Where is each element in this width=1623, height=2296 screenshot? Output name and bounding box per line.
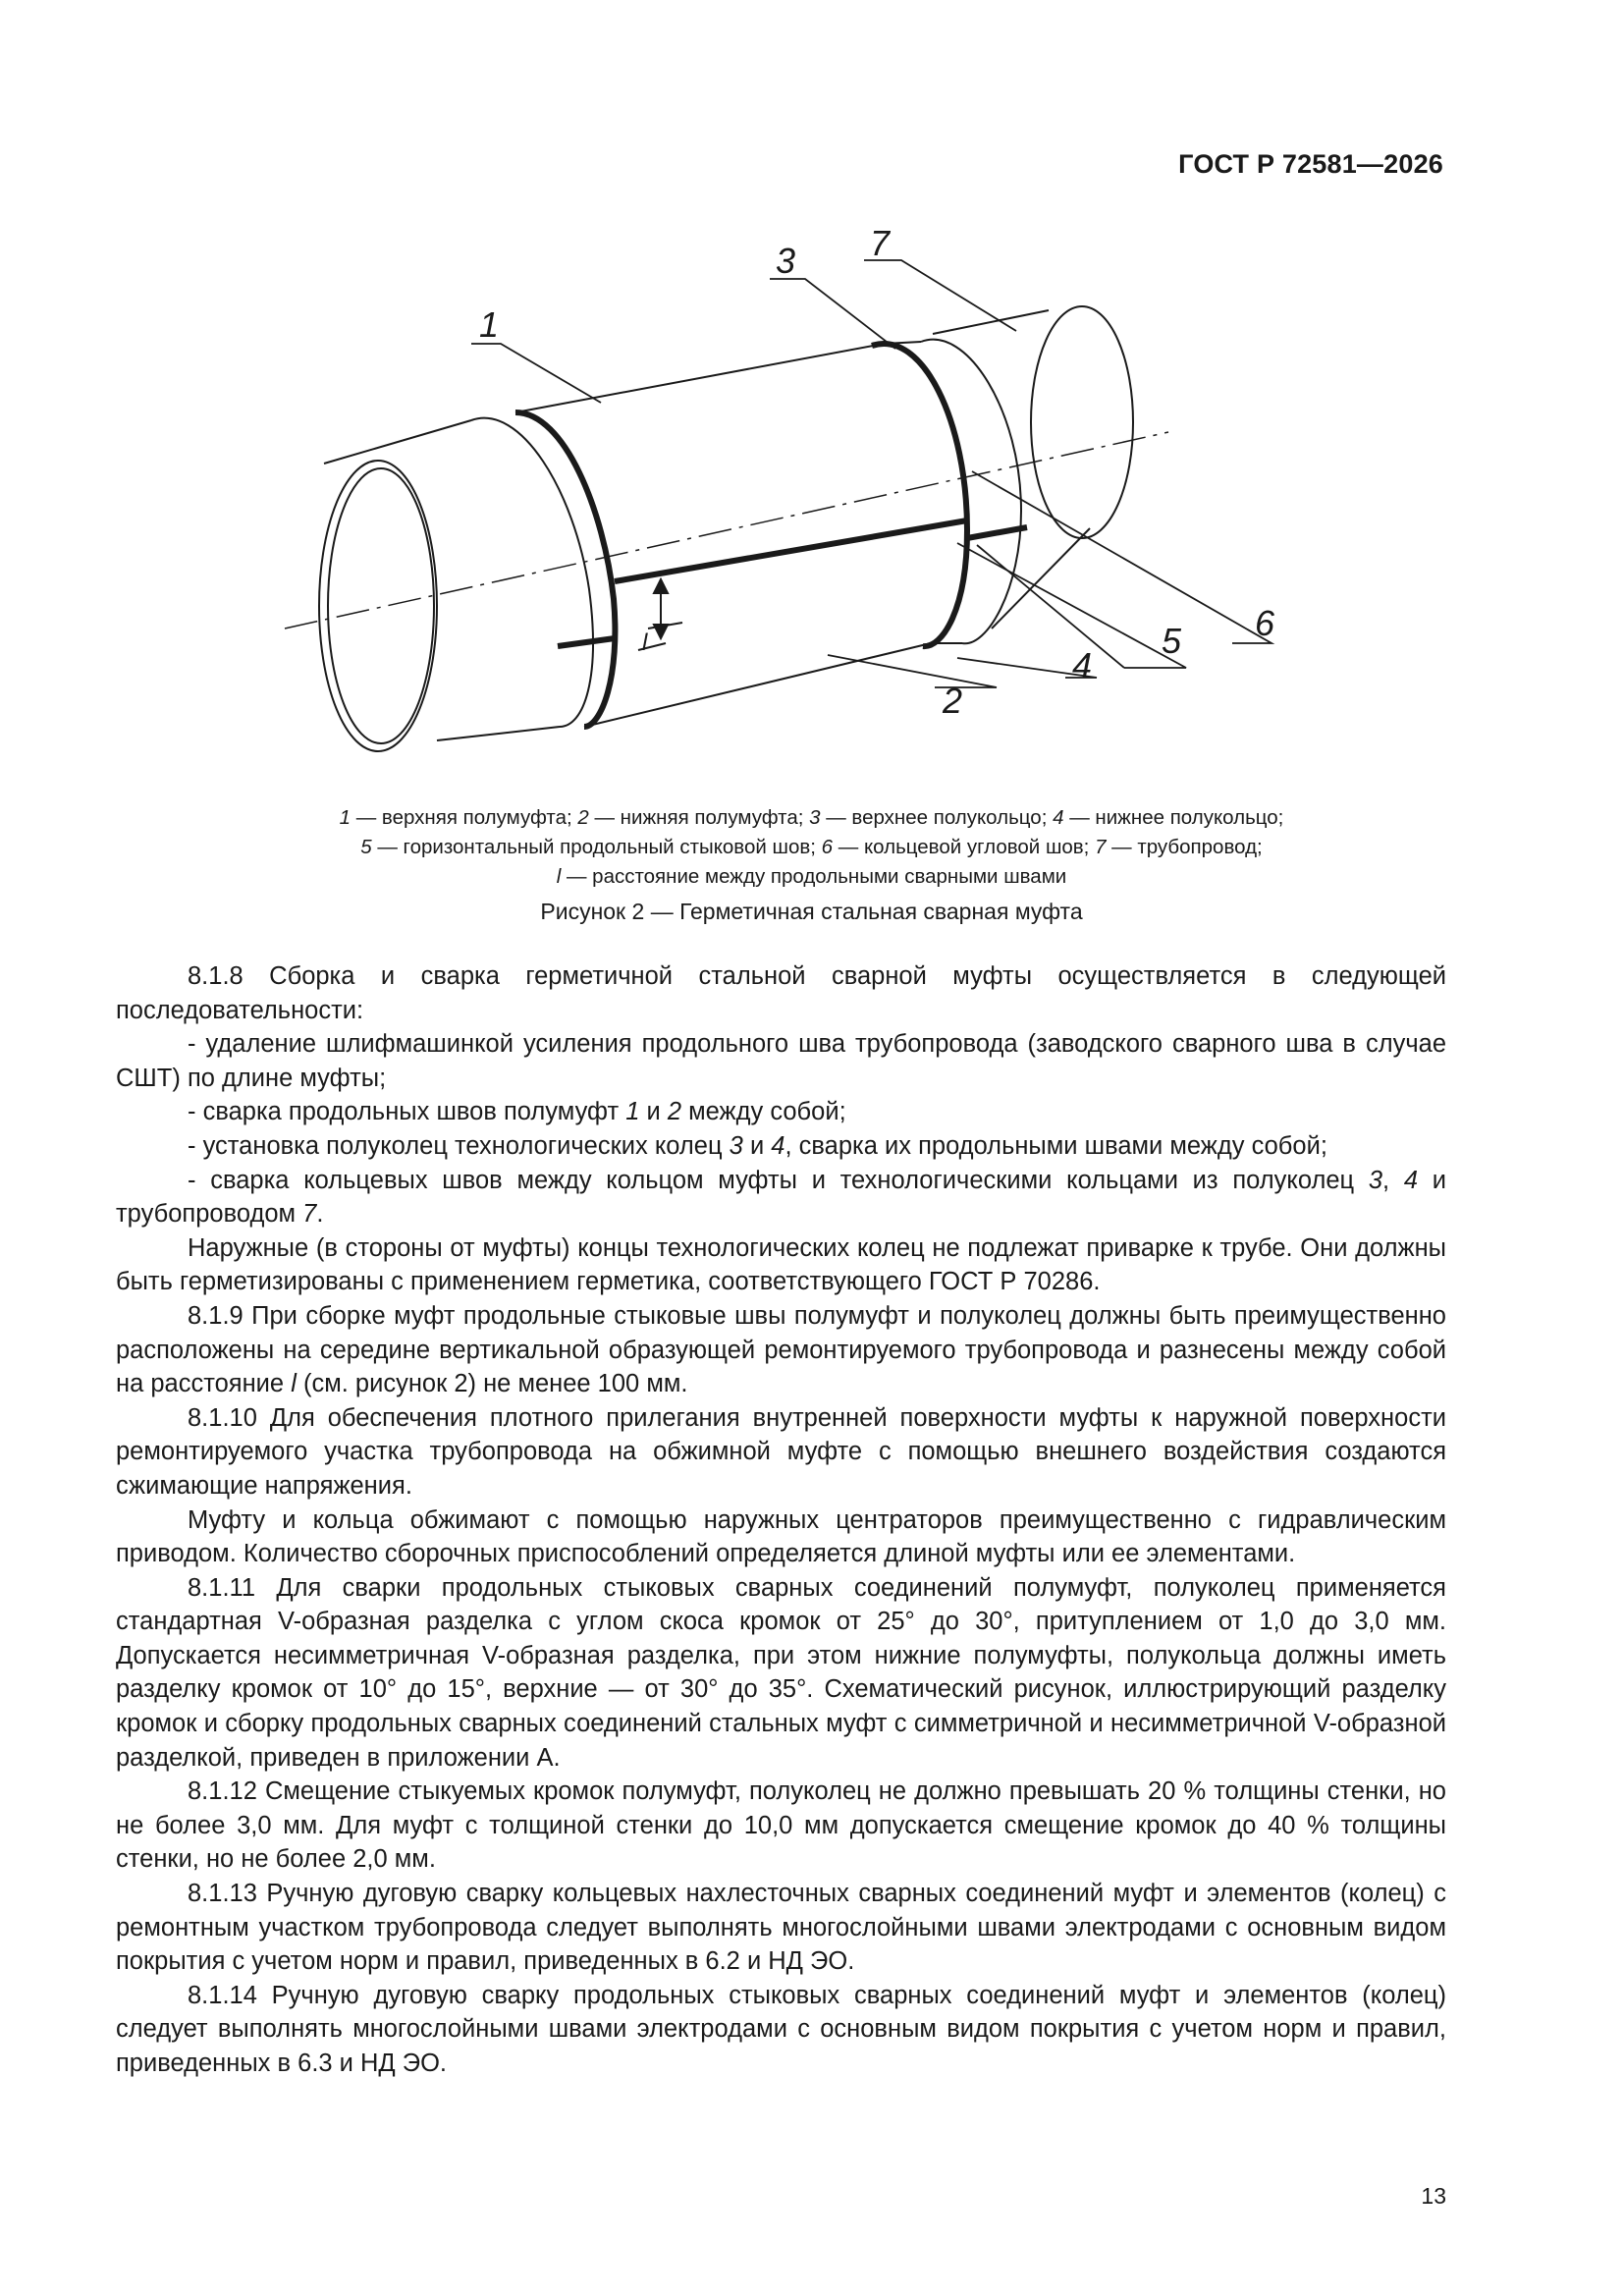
figure-legend bbox=[147, 803, 1476, 892]
legend-text: — нижнее полукольцо; bbox=[1063, 806, 1284, 829]
legend-text: — трубопровод; bbox=[1106, 836, 1263, 858]
text-run: (см. рисунок 2) не менее 100 мм. bbox=[296, 1370, 688, 1398]
legend-key: 3 bbox=[809, 806, 821, 829]
label-6: 6 bbox=[1255, 603, 1275, 643]
list-item bbox=[116, 1164, 1446, 1231]
legend-key: 1 bbox=[339, 806, 352, 829]
text-run: 8.1.9 При сборке муфт продольные стыковые швы полумуфт и полуколец должны быть преимущественно расположены на середине вертикальной образующей ремонтируемого трубопровода и разнесены между собой на расстояние bbox=[116, 1301, 1446, 1398]
text-run: Наружные (в стороны от муфты) концы технологических колец не подлежат приварке к трубе. Они должны быть герметизированы с применением герметика, соответствующего ГОСТ Р 70286. bbox=[116, 1233, 1446, 1296]
text-run: 8.1.11 Для сварки продольных стыковых сварных соединений полумуфт, полуколец применяется стандартная V-образная разделка с углом скоса кромок от 25° до 30°, притуплением от 1,0 до 3,0 мм. Допускается несимметричная V-образная разделка, при этом нижние полумуфты, полукольца должны иметь разделку кромок от 10° до 15°, верхние — от 30° до 35°. Схематический рисунок, иллюстрирующий разделку кромок и сборку продольных сварных соединений стальных муфт с симметричной и несимметричной V-образной разделкой, приведен в приложении А. bbox=[116, 1573, 1446, 1772]
body-text bbox=[116, 959, 1446, 2081]
legend-line-2 bbox=[147, 833, 1476, 862]
legend-text: — нижняя полумуфта; bbox=[588, 806, 810, 829]
text-run: и трубопроводом bbox=[116, 1166, 1446, 1229]
pipe-right-end-ellipse bbox=[1031, 306, 1133, 538]
text-run: 8.1.12 Смещение стыкуемых кромок полумуфт, полуколец не должно превышать 20 % толщины стенки, но не более 3,0 мм. Для муфт с толщиной стенки до 10,0 мм допускается смещение кромок до 40 % толщины стенки, но не более 2,0 мм. bbox=[116, 1777, 1446, 1874]
sleeve-drawing bbox=[0, 0, 1623, 805]
label-3: 3 bbox=[776, 241, 796, 281]
legend-key: 2 bbox=[577, 806, 589, 829]
longitudinal-weld-right bbox=[967, 527, 1027, 538]
italic-ref: 4 bbox=[1403, 1166, 1419, 1194]
text-run: . bbox=[316, 1200, 324, 1229]
label-1: 1 bbox=[479, 304, 500, 345]
legend-key: 6 bbox=[821, 836, 834, 858]
document-code: ГОСТ Р 72581—2026 bbox=[1178, 149, 1443, 179]
italic-ref: 7 bbox=[302, 1200, 317, 1229]
text-run: между собой; bbox=[681, 1098, 846, 1126]
legend-key: 5 bbox=[360, 836, 372, 858]
label-5: 5 bbox=[1162, 621, 1182, 661]
text-run: 8.1.14 Ручную дуговую сварку продольных стыковых сварных соединений муфт и элементов (колец) следует выполнять многослойными швами электродами с основным видом покрытия с учетом норм и правил, приведенных в 6.3 и НД ЭО. bbox=[116, 1981, 1446, 2077]
text-run: Муфту и кольца обжимают с помощью наружных центраторов преимущественно с гидравлическим приводом. Количество сборочных приспособлений определяется длиной муфты или ее элементами. bbox=[116, 1505, 1446, 1568]
pipe-axis bbox=[285, 432, 1168, 629]
text-run: , bbox=[1382, 1166, 1404, 1194]
legend-text: — верхняя полумуфта; bbox=[351, 806, 578, 829]
text-run: 8.1.8 Сборка и сварка герметичной стальной сварной муфты осуществляется в следующей последовательности: bbox=[116, 962, 1446, 1024]
pipe-left-end-ellipse bbox=[319, 461, 437, 751]
label-l: l bbox=[642, 629, 648, 656]
legend-key: 7 bbox=[1095, 836, 1107, 858]
italic-ref: l bbox=[291, 1370, 297, 1398]
list-item bbox=[116, 1095, 1446, 1129]
text-run: 8.1.10 Для обеспечения плотного прилегания внутренней поверхности муфты к наружной поверхности ремонтируемого участка трубопровода на обжимной муфте с помощью внешнего воздействия создаются сжимающие напряжения. bbox=[116, 1403, 1446, 1500]
text-run: - удаление шлифмашинкой усиления продольного шва трубопровода (заводского сварного шва в случае СШТ) по длине муфты; bbox=[116, 1030, 1446, 1092]
paragraph bbox=[116, 1571, 1446, 1776]
figure-caption: Рисунок 2 — Герметичная стальная сварная муфта bbox=[540, 899, 1083, 924]
text-run: 8.1.13 Ручную дуговую сварку кольцевых нахлесточных сварных соединений муфт и элементов (колец) с ремонтным участком трубопровода следует выполнять многослойными швами электродами с основным видом покрытия с учетом норм и правил, приведенных в 6.2 и НД ЭО. bbox=[116, 1880, 1446, 1976]
italic-ref: 4 bbox=[771, 1131, 785, 1160]
label-2: 2 bbox=[943, 681, 963, 721]
text-run: , сварка их продольными швами между собой; bbox=[784, 1131, 1327, 1160]
legend-key: l bbox=[556, 865, 562, 888]
legend-text: — горизонтальный продольный стыковой шов; bbox=[371, 836, 822, 858]
paragraph bbox=[116, 1979, 1446, 2081]
label-7: 7 bbox=[870, 223, 891, 263]
figure-welded-sleeve bbox=[0, 0, 1623, 805]
paragraph bbox=[116, 959, 1446, 1027]
dimension-l bbox=[615, 572, 682, 650]
paragraph bbox=[116, 1503, 1446, 1571]
legend-line-1 bbox=[147, 803, 1476, 833]
paragraph bbox=[116, 1231, 1446, 1299]
italic-ref: 2 bbox=[667, 1098, 682, 1126]
paragraph bbox=[116, 1299, 1446, 1401]
text-run: и bbox=[742, 1131, 772, 1160]
text-run: - сварка продольных швов полумуфт bbox=[188, 1098, 626, 1126]
italic-ref: 3 bbox=[729, 1131, 743, 1160]
legend-key: 4 bbox=[1053, 806, 1064, 829]
legend-text: — кольцевой угловой шов; bbox=[833, 836, 1096, 858]
text-run: - сварка кольцевых швов между кольцом муфты и технологическими кольцами из полуколец bbox=[188, 1166, 1369, 1194]
page-number: 13 bbox=[1421, 2183, 1446, 2209]
legend-text: — расстояние между продольными сварными швами bbox=[561, 865, 1067, 888]
ring-weld-left bbox=[515, 412, 615, 727]
left-ring-back bbox=[515, 412, 615, 727]
legend-text: — верхнее полукольцо; bbox=[820, 806, 1054, 829]
legend-line-3 bbox=[147, 862, 1476, 892]
paragraph bbox=[116, 1877, 1446, 1979]
paragraph bbox=[116, 1401, 1446, 1503]
list-item bbox=[116, 1027, 1446, 1095]
longitudinal-weld-lower bbox=[558, 638, 615, 646]
text-run: и bbox=[639, 1098, 668, 1126]
longitudinal-weld-upper bbox=[615, 520, 967, 581]
paragraph bbox=[116, 1775, 1446, 1877]
italic-ref: 1 bbox=[625, 1098, 640, 1126]
list-item bbox=[116, 1129, 1446, 1164]
text-run: - установка полуколец технологических колец bbox=[188, 1131, 730, 1160]
label-4: 4 bbox=[1072, 645, 1093, 685]
italic-ref: 3 bbox=[1368, 1166, 1383, 1194]
